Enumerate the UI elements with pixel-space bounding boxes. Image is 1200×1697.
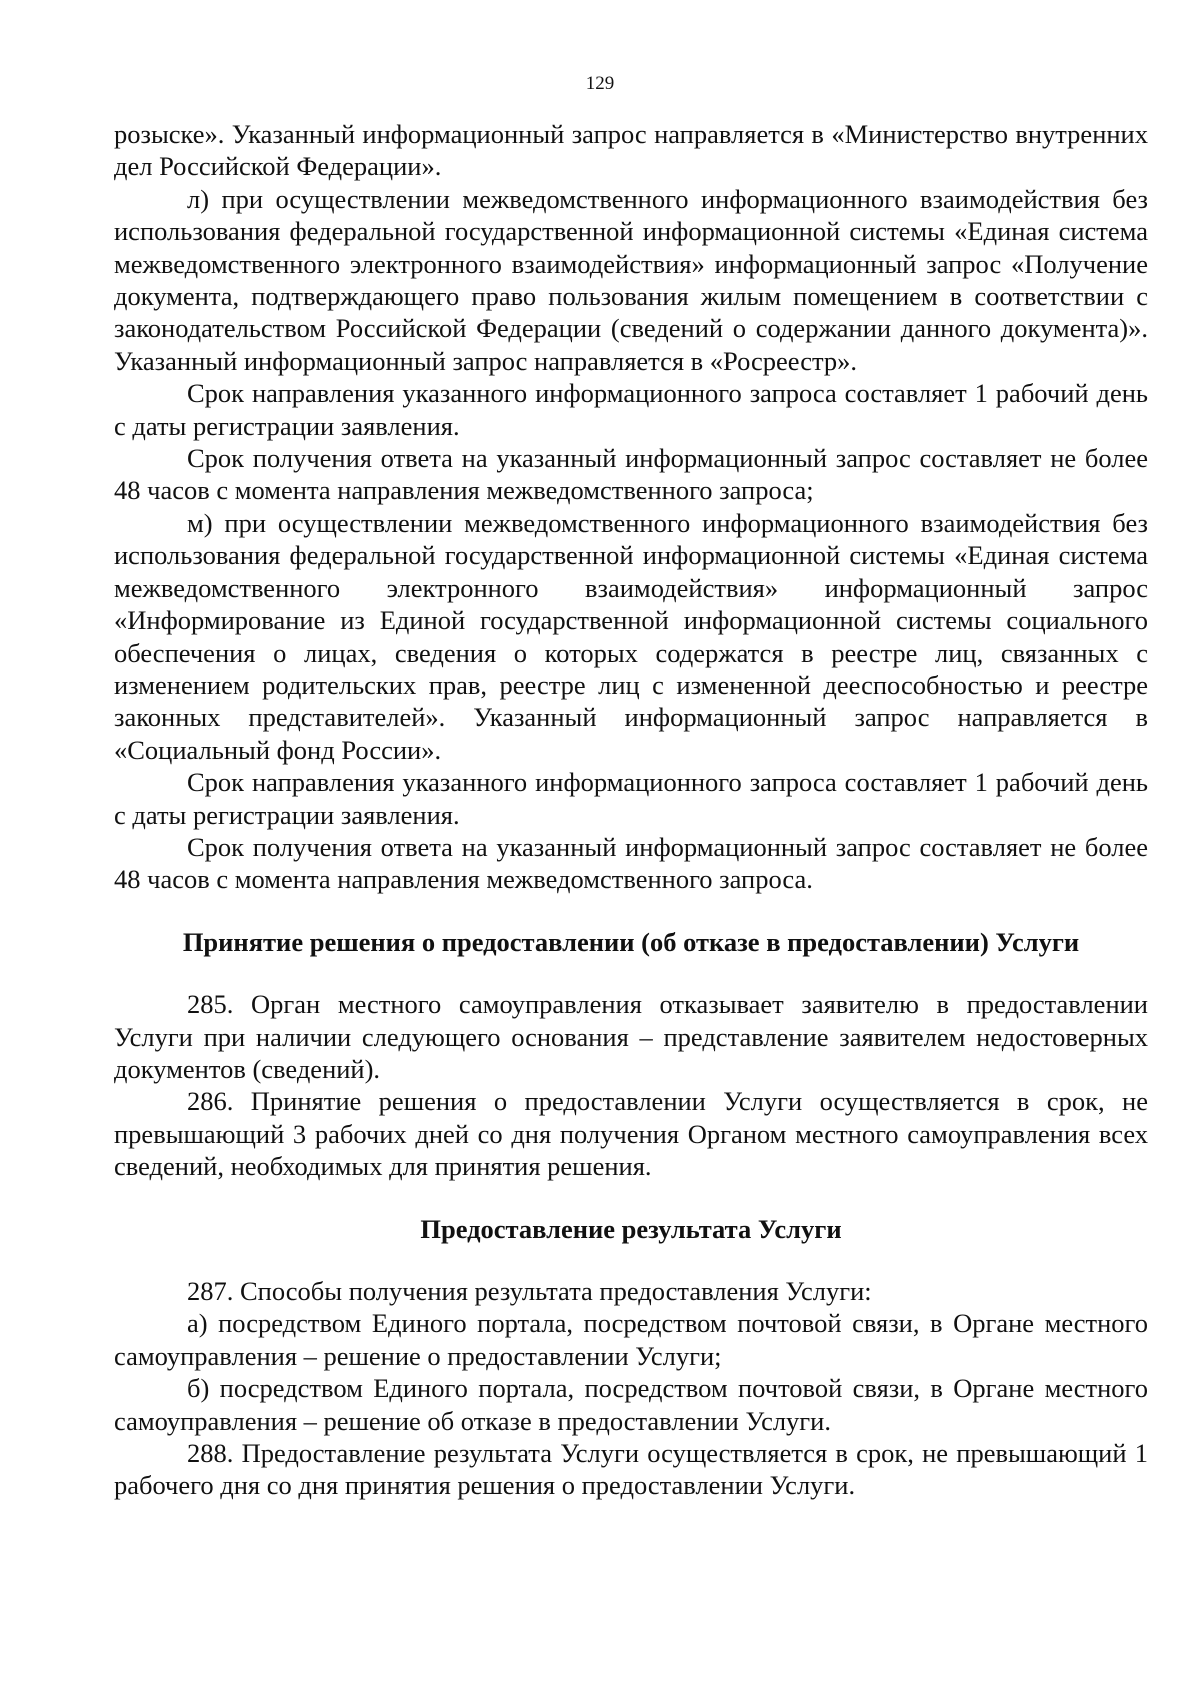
paragraph: а) посредством Единого портала, посредством почтовой связи, в Органе местного самоуправления – решение о предоставлении Услуги; xyxy=(114,1308,1148,1371)
paragraph: розыске». Указанный информационный запрос направляется в «Министерство внутренних дел Российской Федерации». xyxy=(114,119,1148,182)
paragraph: Срок направления указанного информационного запроса составляет 1 рабочий день с даты регистрации заявления. xyxy=(114,378,1148,441)
paragraph: л) при осуществлении межведомственного информационного взаимодействия без использования федеральной государственной информационной системы «Единая система межведомственного электронного взаимодействия» информационный запрос «Получение документа, подтверждающего право пользования жилым помещением в соответствии с законодательством Российской Федерации (сведений о содержании данного документа)». Указанный информационный запрос направляется в «Росреестр». xyxy=(114,183,1148,376)
section-heading: Принятие решения о предоставлении (об отказе в предоставлении) Услуги xyxy=(182,926,1080,957)
paragraph: 286. Принятие решения о предоставлении Услуги осуществляется в срок, не превышающий 3 рабочих дней со дня получения Органом местного самоуправления всех сведений, необходимых для принятия решения. xyxy=(114,1086,1148,1182)
page-number: 129 xyxy=(585,73,615,94)
paragraph: Срок получения ответа на указанный информационный запрос составляет не более 48 часов с момента направления межведомственного запроса. xyxy=(114,831,1148,895)
paragraph: 285. Орган местного самоуправления отказывает заявителю в предоставлении Услуги при наличии следующего основания – представление заявителем недостоверных документов (сведений). xyxy=(114,989,1148,1084)
document-body xyxy=(114,118,1148,1502)
paragraph: Срок получения ответа на указанный информационный запрос составляет не более 48 часов с момента направления межведомственного запроса; xyxy=(114,443,1148,506)
paragraph: 288. Предоставление результата Услуги осуществляется в срок, не превышающий 1 рабочего дня со дня принятия решения о предоставлении Услуги. xyxy=(114,1438,1148,1501)
paragraph: Срок направления указанного информационного запроса составляет 1 рабочий день с даты регистрации заявления. xyxy=(114,767,1148,830)
paragraph: б) посредством Единого портала, посредством почтовой связи, в Органе местного самоуправления – решение об отказе в предоставлении Услуги. xyxy=(114,1373,1148,1436)
paragraph: 287. Способы получения результата предоставления Услуги: xyxy=(187,1276,872,1306)
paragraph: м) при осуществлении межведомственного информационного взаимодействия без использования федеральной государственной информационной системы «Единая система межведомственного электронного взаимодействия» информационный запрос «Информирование из Единой государственной информационной системы социального обеспечения о лицах, сведения о которых содержатся в реестре лиц, связанных с изменением родительских прав, реестре лиц с измененной дееспособностью и реестре законных представителей». Указанный информационный запрос направляется в «Социальный фонд России». xyxy=(114,507,1148,765)
section-heading: Предоставление результата Услуги xyxy=(420,1213,842,1244)
